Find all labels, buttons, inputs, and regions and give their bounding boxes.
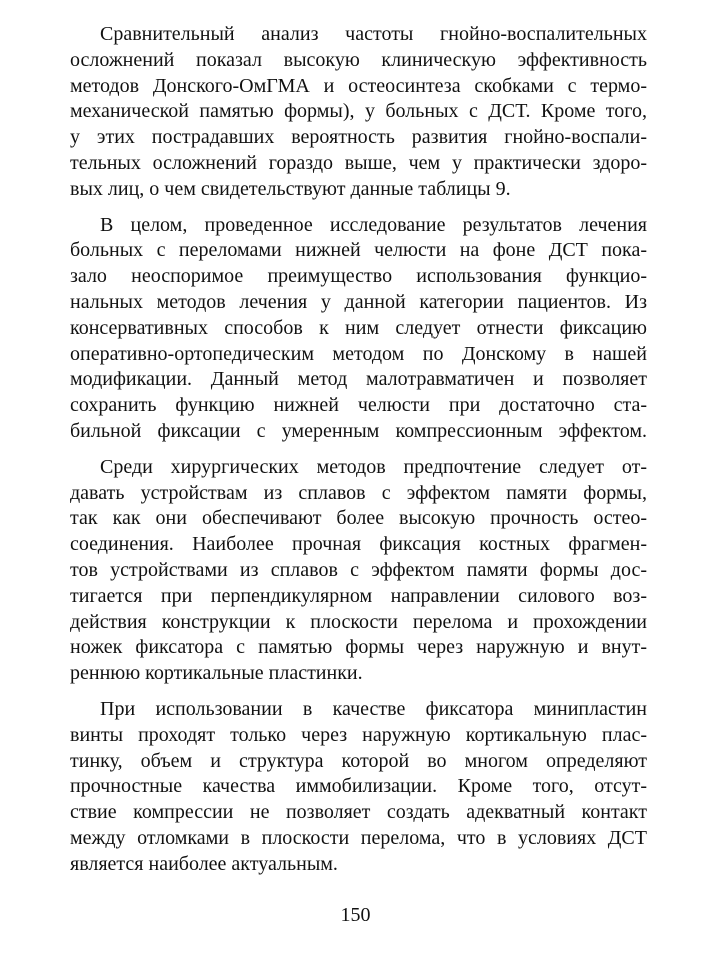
text-line: нальных методов лечения у данной категории пациентов. Из xyxy=(70,290,647,313)
text-line: модификации. Данный метод малотравматичен и позволяет xyxy=(70,368,647,391)
paragraph-3 xyxy=(70,455,647,687)
page-number: 150 xyxy=(340,904,371,926)
paragraph-4 xyxy=(70,697,647,878)
text-line: ствие компрессии не позволяет создать адекватный контакт xyxy=(70,801,647,824)
text-line: у этих пострадавших вероятность развития гнойно-воспали- xyxy=(70,126,647,149)
text-line: тинку, объем и структура которой во многом определяют xyxy=(70,749,647,772)
text-line: давать устройствам из сплавов с эффектом памяти формы, xyxy=(70,481,647,504)
text-line: прочностные качества иммобилизации. Кроме того, отсут- xyxy=(70,775,647,798)
text-line: тов устройствами из сплавов с эффектом памяти формы дос- xyxy=(70,558,647,581)
text-line: ножек фиксатора с памятью формы через наружную и внут- xyxy=(70,636,647,659)
paragraph-1 xyxy=(70,22,647,203)
paragraph-2 xyxy=(70,213,647,445)
text-line: так как они обеспечивают более высокую прочность остео- xyxy=(70,507,647,530)
text-line: является наиболее актуальным. xyxy=(70,852,338,875)
text-line: между отломками в плоскости перелома, что в условиях ДСТ xyxy=(70,826,647,849)
text-line: вых лиц, о чем свидетельствуют данные таблицы 9. xyxy=(70,177,511,200)
text-line: действия конструкции к плоскости перелома и прохождении xyxy=(70,610,647,633)
body-text xyxy=(70,22,647,888)
text-line: реннюю кортикальные пластинки. xyxy=(70,662,363,685)
text-line: В целом, проведенное исследование результатов лечения xyxy=(100,213,647,236)
text-line: соединения. Наиболее прочная фиксация костных фрагмен- xyxy=(70,533,647,556)
text-line: бильной фиксации с умеренным компрессионным эффектом. xyxy=(70,419,647,442)
text-line: Сравнительный анализ частоты гнойно-воспалительных xyxy=(100,23,647,45)
text-line: При использовании в качестве фиксатора минипластин xyxy=(100,697,647,720)
text-line: механической памятью формы), у больных с ДСТ. Кроме того, xyxy=(70,100,647,123)
text-line: осложнений показал высокую клиническую эффективность xyxy=(70,48,647,71)
text-line: Среди хирургических методов предпочтение следует от- xyxy=(100,455,647,478)
text-line: зало неоспоримое преимущество использования функцио- xyxy=(70,265,647,288)
text-line: больных с переломами нижней челюсти на фоне ДСТ пока- xyxy=(70,239,647,262)
text-line: консервативных способов к ним следует отнести фиксацию xyxy=(70,316,647,339)
text-line: методов Донского-ОмГМА и остеосинтеза скобками с термо- xyxy=(70,74,647,97)
text-line: оперативно-ортопедическим методом по Донскому в нашей xyxy=(70,342,647,365)
text-line: тигается при перпендикулярном направлении силового воз- xyxy=(70,584,647,607)
text-line: сохранить функцию нижней челюсти при достаточно ста- xyxy=(70,394,647,417)
text-line: винты проходят только через наружную кортикальную плас- xyxy=(70,723,647,746)
text-line: тельных осложнений гораздо выше, чем у практически здоро- xyxy=(70,151,647,174)
